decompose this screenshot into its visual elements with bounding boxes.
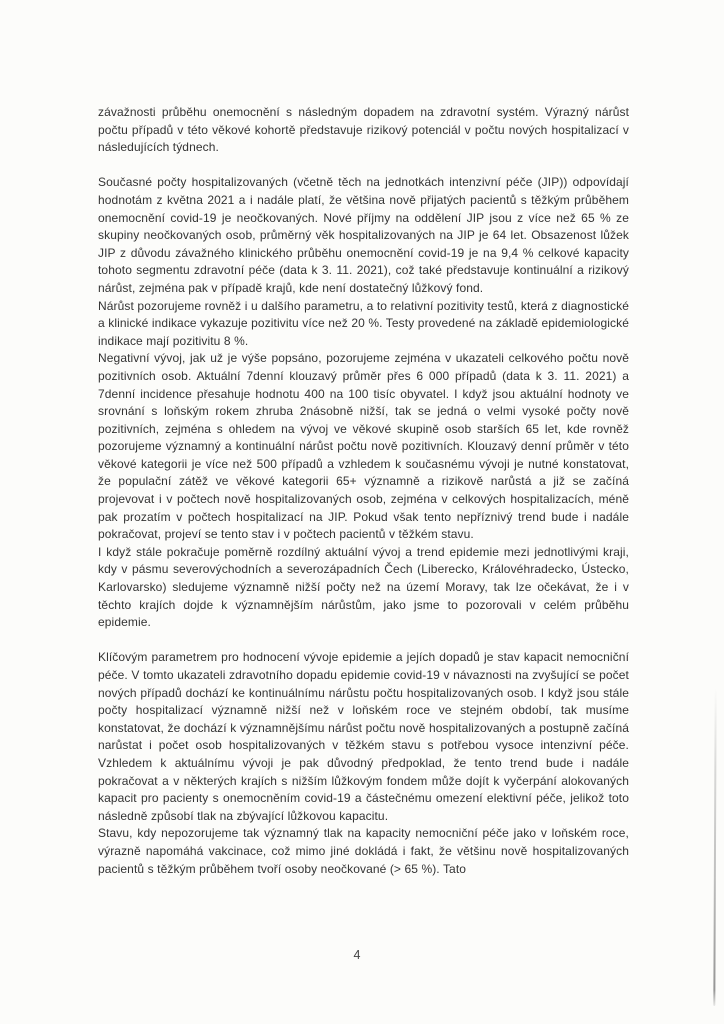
- paragraph-continuation: závažnosti průběhu onemocnění s následným dopadem na zdravotní systém. Výrazný nárůst počtu případů v této věkové kohortě představuje rizikový potenciál v počtu nových hospitalizací v následujících týdnech.: [98, 105, 629, 155]
- page-number: 4: [353, 948, 361, 962]
- paragraph-negative-trend: Negativní vývoj, jak už je výše popsáno, pozorujeme zejména v ukazateli celkového počtu nově pozitivních osob. Aktuální 7denní klouzavý průměr přes 6 000 případů (data k 3. 11. 2021) a 7denní incidence přesahuje hodnotu 400 na 100 tisíc obyvatel. I když jsou aktuální hodnoty ve srovnání s loňským rokem zhruba 2násobně nižší, tak se jedná o velmi vysoké počty nově pozitivních, zejména s ohledem na vývoj ve věkové skupině osob starších 65 let, kde rovněž pozorujeme významný a kontinuální nárůst počtu nově pozitivních. Klouzavý denní průměr v této věkové kategorii je více než 500 případů a vzhledem k současnému vývoji je nutné konstatovat, že populační zátěž ve věkové kategorii 65+ významně a rizikově narůstá a již se začíná projevovat i v počtech nově hospitalizovaných osob, zejména v celkových hospitalizacích, méně pak prozatím v počtech hospitalizací na JIP. Pokud však tento nepříznivý trend bude i nadále pokračovat, projeví se tento stav i v počtech pacientů v těžkém stavu.: [98, 351, 629, 542]
- paragraph-regional-differences: I když stále pokračuje poměrně rozdílný aktuální vývoj a trend epidemie mezi jednotlivými kraji, kdy v pásmu severovýchodních a severozápadních Čech (Liberecko, Královéhradecko, Ústecko, Karlovarsko) sledujeme významně nižší počty než na území Moravy, tak lze očekávat, že i v těchto krajích dojde k významnějším nárůstům, jako jsme to pozorovali v celém průběhu epidemie.: [98, 544, 629, 630]
- text-body: [98, 104, 629, 878]
- paragraph-vaccination-effect: Stavu, kdy nepozorujeme tak významný tlak na kapacity nemocniční péče jako v loňském roce, výrazně napomáhá vakcinace, což mimo jiné dokládá i fakt, že většinu nově hospitalizovaných pacientů s těžkým průběhem tvoří osoby neočkované (> 65 %). Tato: [98, 826, 629, 876]
- paragraph-hospitalized-counts: Současné počty hospitalizovaných (včetně těch na jednotkách intenzivní péče (JIP)) odpovídají hodnotám z května 2021 a i nadále platí, že většina nově přijatých pacientů s těžkým průběhem onemocnění covid-19 je neočkovaných. Nové příjmy na oddělení JIP jsou z více než 65 % ze skupiny neočkovaných osob, průměrný věk hospitalizovaných na JIP je 64 let. Obsazenost lůžek JIP z důvodu závažného klinického průběhu onemocnění covid-19 je na 9,4 % celkové kapacity tohoto segmentu zdravotní péče (data k 3. 11. 2021), což také představuje kontinuální a rizikový nárůst, zejména pak v případě krajů, kde není dostatečný lůžkový fond.: [98, 175, 629, 295]
- paragraph-hospital-capacity: Klíčovým parametrem pro hodnocení vývoje epidemie a jejích dopadů je stav kapacit nemocniční péče. V tomto ukazateli zdravotního dopadu epidemie covid-19 v návaznosti na zvyšující se počet nových případů dochází ke kontinuálnímu nárůstu počtu hospitalizovaných osob. I když jsou stále počty hospitalizací významně nižší než v loňském roce ve stejném období, tak musíme konstatovat, že dochází k významnějšímu nárůst počtu nově hospitalizovaných a postupně začíná narůstat i počet osob hospitalizovaných v těžkém stavu s potřebou vysoce intenzivní péče. Vzhledem k aktuálnímu vývoji je pak důvodný předpoklad, že tento trend bude i nadále pokračovat a v některých krajích s nižším lůžkovým fondem může dojít k vyčerpání alokovaných kapacit pro pacienty s onemocněním covid-19 a částečnému omezení elektivní péče, jelikož toto následně způsobí tlak na zbývající lůžkovou kapacitu.: [98, 650, 629, 823]
- paragraph-test-positivity: Nárůst pozorujeme rovněž i u dalšího parametru, a to relativní pozitivity testů, která z diagnostické a klinické indikace vykazuje pozitivitu více než 20 %. Testy provedené na základě epidemiologické indikace mají pozitivitu 8 %.: [98, 298, 629, 348]
